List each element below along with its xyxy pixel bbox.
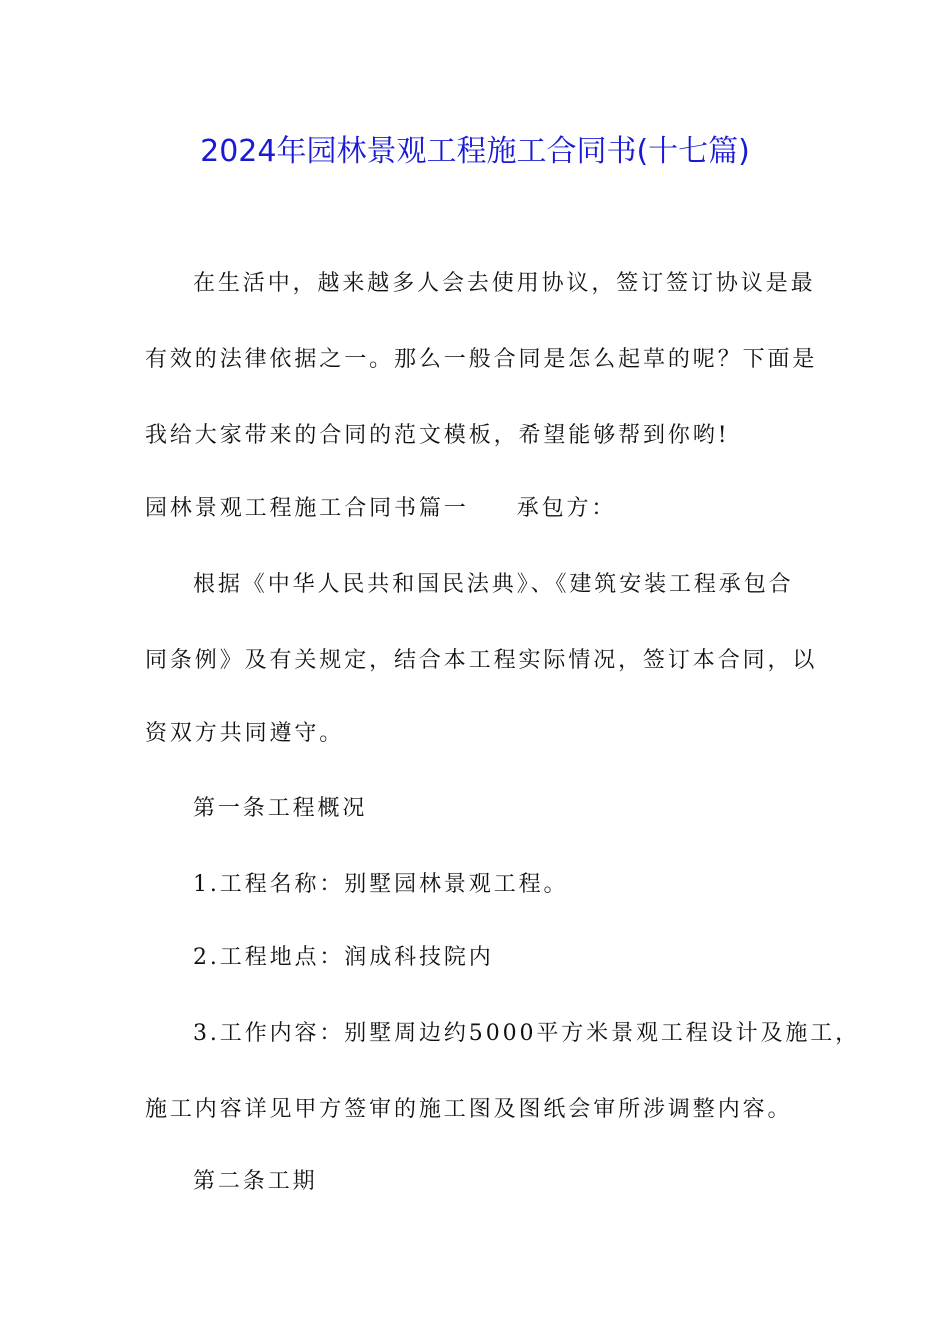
- section-heading-row: [145, 495, 810, 523]
- intro-line-3: 我给大家带来的合同的范文模板，希望能够帮到你哟!: [145, 423, 730, 448]
- basis-line-3: 资双方共同遵守。: [145, 721, 345, 746]
- article-1-item-3-line-2: 施工内容详见甲方签审的施工图及图纸会审所涉调整内容。: [145, 1097, 793, 1122]
- contractor-label: 承包方：: [516, 496, 617, 521]
- article-1-item-2: 2.工程地点：润成科技院内: [193, 945, 494, 970]
- document-title: 2024年园林景观工程施工合同书(十七篇): [200, 134, 750, 169]
- article-1-item-1: 1.工程名称：别墅园林景观工程。: [193, 872, 569, 897]
- section-heading: 园林景观工程施工合同书篇一: [145, 496, 469, 521]
- intro-line-1: 在生活中，越来越多人会去使用协议，签订签订协议是最: [193, 271, 816, 296]
- article-2-heading: 第二条工期: [193, 1169, 318, 1194]
- basis-line-2: 同条例》及有关规定，结合本工程实际情况，签订本合同，以: [145, 648, 818, 673]
- article-1-heading: 第一条工程概况: [193, 796, 368, 821]
- article-1-item-3-line-1: 3.工作内容：别墅周边约5000平方米景观工程设计及施工，: [193, 1021, 861, 1046]
- intro-line-2: 有效的法律依据之一。那么一般合同是怎么起草的呢？下面是: [145, 347, 818, 372]
- basis-line-1: 根据《中华人民共和国民法典》、《建筑安装工程承包合: [193, 572, 794, 597]
